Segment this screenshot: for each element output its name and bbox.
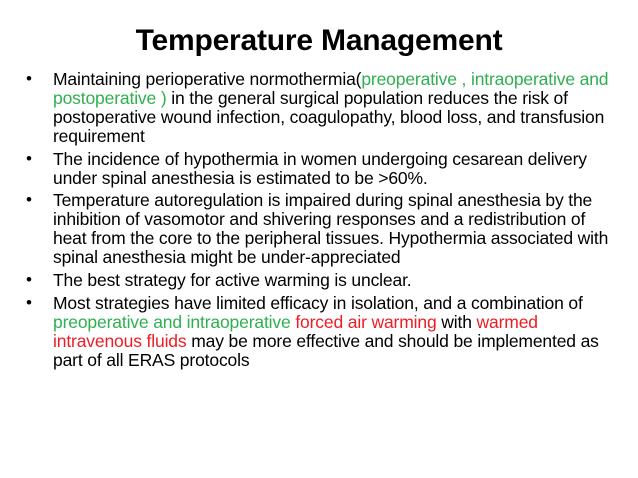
bullet-text: in the general surgical population reduces the risk of postoperative wound infection, coagulopathy, blood loss, and transfusion requirement bbox=[53, 87, 605, 146]
bullet-item bbox=[20, 70, 620, 146]
bullet-list bbox=[20, 70, 620, 374]
bullet-icon: • bbox=[26, 292, 32, 312]
bullet-icon: • bbox=[26, 190, 32, 210]
bullet-item bbox=[20, 150, 620, 188]
bullet-text: Most strategies have limited efficacy in isolation, and a combination of bbox=[53, 292, 583, 313]
bullet-text: with bbox=[436, 311, 477, 332]
highlight-text: warmed intravenous fluids bbox=[53, 311, 538, 351]
slide-title: Temperature Management bbox=[135, 24, 503, 57]
bullet-item bbox=[20, 271, 620, 290]
bullet-text: The best strategy for active warming is unclear. bbox=[53, 270, 412, 291]
bullet-item bbox=[20, 191, 620, 267]
highlight-text: forced air warming bbox=[295, 311, 437, 332]
bullet-icon: • bbox=[26, 69, 32, 88]
highlight-text: preoperative and intraoperative bbox=[53, 311, 291, 332]
bullet-text: may be more effective and should be implemented as part of all ERAS protocols bbox=[53, 330, 599, 370]
bullet-icon: • bbox=[26, 148, 32, 168]
bullet-text: Temperature autoregulation is impaired during spinal anesthesia by the inhibition of vasomotor and shivering responses and a redistribution of heat from the core to the peripheral tissues. Hypothermia associated with spinal anesthesia might be under-appreciated bbox=[53, 190, 609, 268]
bullet-item bbox=[20, 294, 620, 370]
bullet-text: The incidence of hypothermia in women undergoing cesarean delivery under spinal anesthesia is estimated to be >60%. bbox=[53, 148, 587, 188]
highlight-text: preoperative , intraoperative and postoperative ) bbox=[53, 69, 609, 108]
bullet-icon: • bbox=[26, 270, 32, 290]
bullet-text: Maintaining perioperative normothermia( bbox=[53, 69, 362, 89]
